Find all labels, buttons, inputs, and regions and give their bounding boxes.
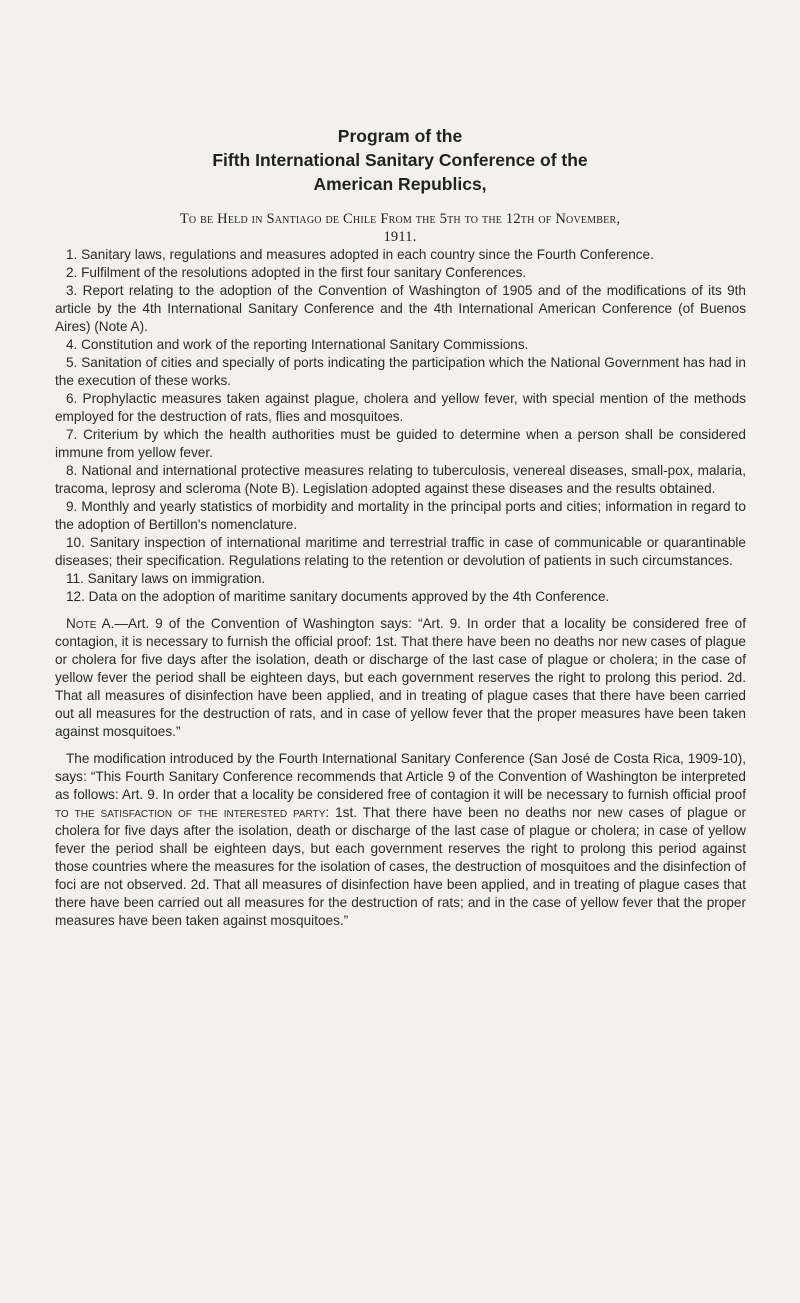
modification-small-caps: to the satisfaction of the interested party [55, 805, 326, 820]
title-line-2: Fifth International Sanitary Conference of the [212, 150, 588, 170]
modification-paragraph [55, 750, 746, 930]
program-item-1: 1. Sanitary laws, regulations and measures adopted in each country since the Fourth Conference. [66, 247, 654, 262]
program-item-5: 5. Sanitation of cities and specially of ports indicating the participation which the National Government has had in the execution of these works. [55, 355, 746, 388]
conference-dates-subtitle [55, 210, 745, 246]
modification-text-before: The modification introduced by the Fourth International Sanitary Conference (San José de Costa Rica, 1909-10), says: “This Fourth Sanitary Conference recommends that Article 9 of the Convention of Washington be interpreted as follows: Art. 9. In order that a locality be considered free of contagion it will be necessary to furnish official proof [55, 751, 746, 802]
subtitle-line-2: 1911. [383, 229, 417, 245]
program-item-9: 9. Monthly and yearly statistics of morbidity and mortality in the principal ports and cities; information in regard to the adoption of Bertillon's nomenclature. [55, 499, 746, 532]
program-item-2: 2. Fulfilment of the resolutions adopted in the first four sanitary Conferences. [66, 265, 527, 280]
program-item-7: 7. Criterium by which the health authorities must be guided to determine when a person shall be considered immune from yellow fever. [55, 427, 746, 460]
program-item-4: 4. Constitution and work of the reporting International Sanitary Commissions. [66, 337, 529, 352]
program-body [55, 246, 746, 930]
program-item-11: 11. Sanitary laws on immigration. [66, 571, 266, 586]
program-item-3: 3. Report relating to the adoption of the Convention of Washington of 1905 and of the modifications of its 9th article by the 4th International Sanitary Conference and the 4th International American Conference (of Buenos Aires) (Note A). [55, 283, 746, 334]
note-a-paragraph [55, 615, 746, 741]
program-item-10: 10. Sanitary inspection of international maritime and terrestrial traffic in case of communicable or quarantinable diseases; their specification. Regulations relating to the retention or devolution of patients in such circumstances. [55, 535, 746, 568]
note-a-text: —Art. 9 of the Convention of Washington says: “Art. 9. In order that a locality be considered free of contagion, it is necessary to furnish the official proof: 1st. That there have been no deaths nor new cases of plague or cholera for five days after the isolation, death or discharge of the last case of plague or cholera; in the case of yellow fever the period shall be eighteen days, but each government reserves the right to prolong this period. 2d. That all measures of disinfection have been applied, and in treating of plague cases that there have been carried out all measures for the destruction of rats, and in case of yellow fever that the proper measures have been taken against mosquitoes.” [55, 616, 746, 739]
program-item-12: 12. Data on the adoption of maritime sanitary documents approved by the 4th Conference. [66, 589, 610, 604]
document-title [0, 124, 800, 196]
note-a-label: Note A. [66, 616, 115, 631]
program-item-8: 8. National and international protective measures relating to tuberculosis, venereal diseases, small-pox, malaria, tracoma, leprosy and scleroma (Note B). Legislation adopted against these diseases and the results obtained. [55, 463, 746, 496]
modification-text-after: : 1st. That there have been no deaths nor new cases of plague or cholera for five days after the isolation, death or discharge of the last case of plague or cholera; in case of yellow fever the period shall be eighteen days, but each government reserves the right to prolong this period against those countries where the measures for the isolation of cases, the destruction of mosquitoes and the disinfection of foci are not observed. 2d. That all measures of disinfection have been applied, and in treating of plague cases that there have been carried out all measures for the destruction of rats; and in the case of yellow fever that the proper measures have been taken against mosquitoes.” [55, 805, 747, 928]
program-item-6: 6. Prophylactic measures taken against plague, cholera and yellow fever, with special mention of the methods employed for the destruction of rats, flies and mosquitoes. [55, 391, 746, 424]
subtitle-line-1: To be Held in Santiago de Chile From the 5th to the 12th of November, [179, 211, 621, 227]
title-line-3: American Republics, [313, 174, 487, 194]
title-line-1: Program of the [337, 126, 463, 146]
